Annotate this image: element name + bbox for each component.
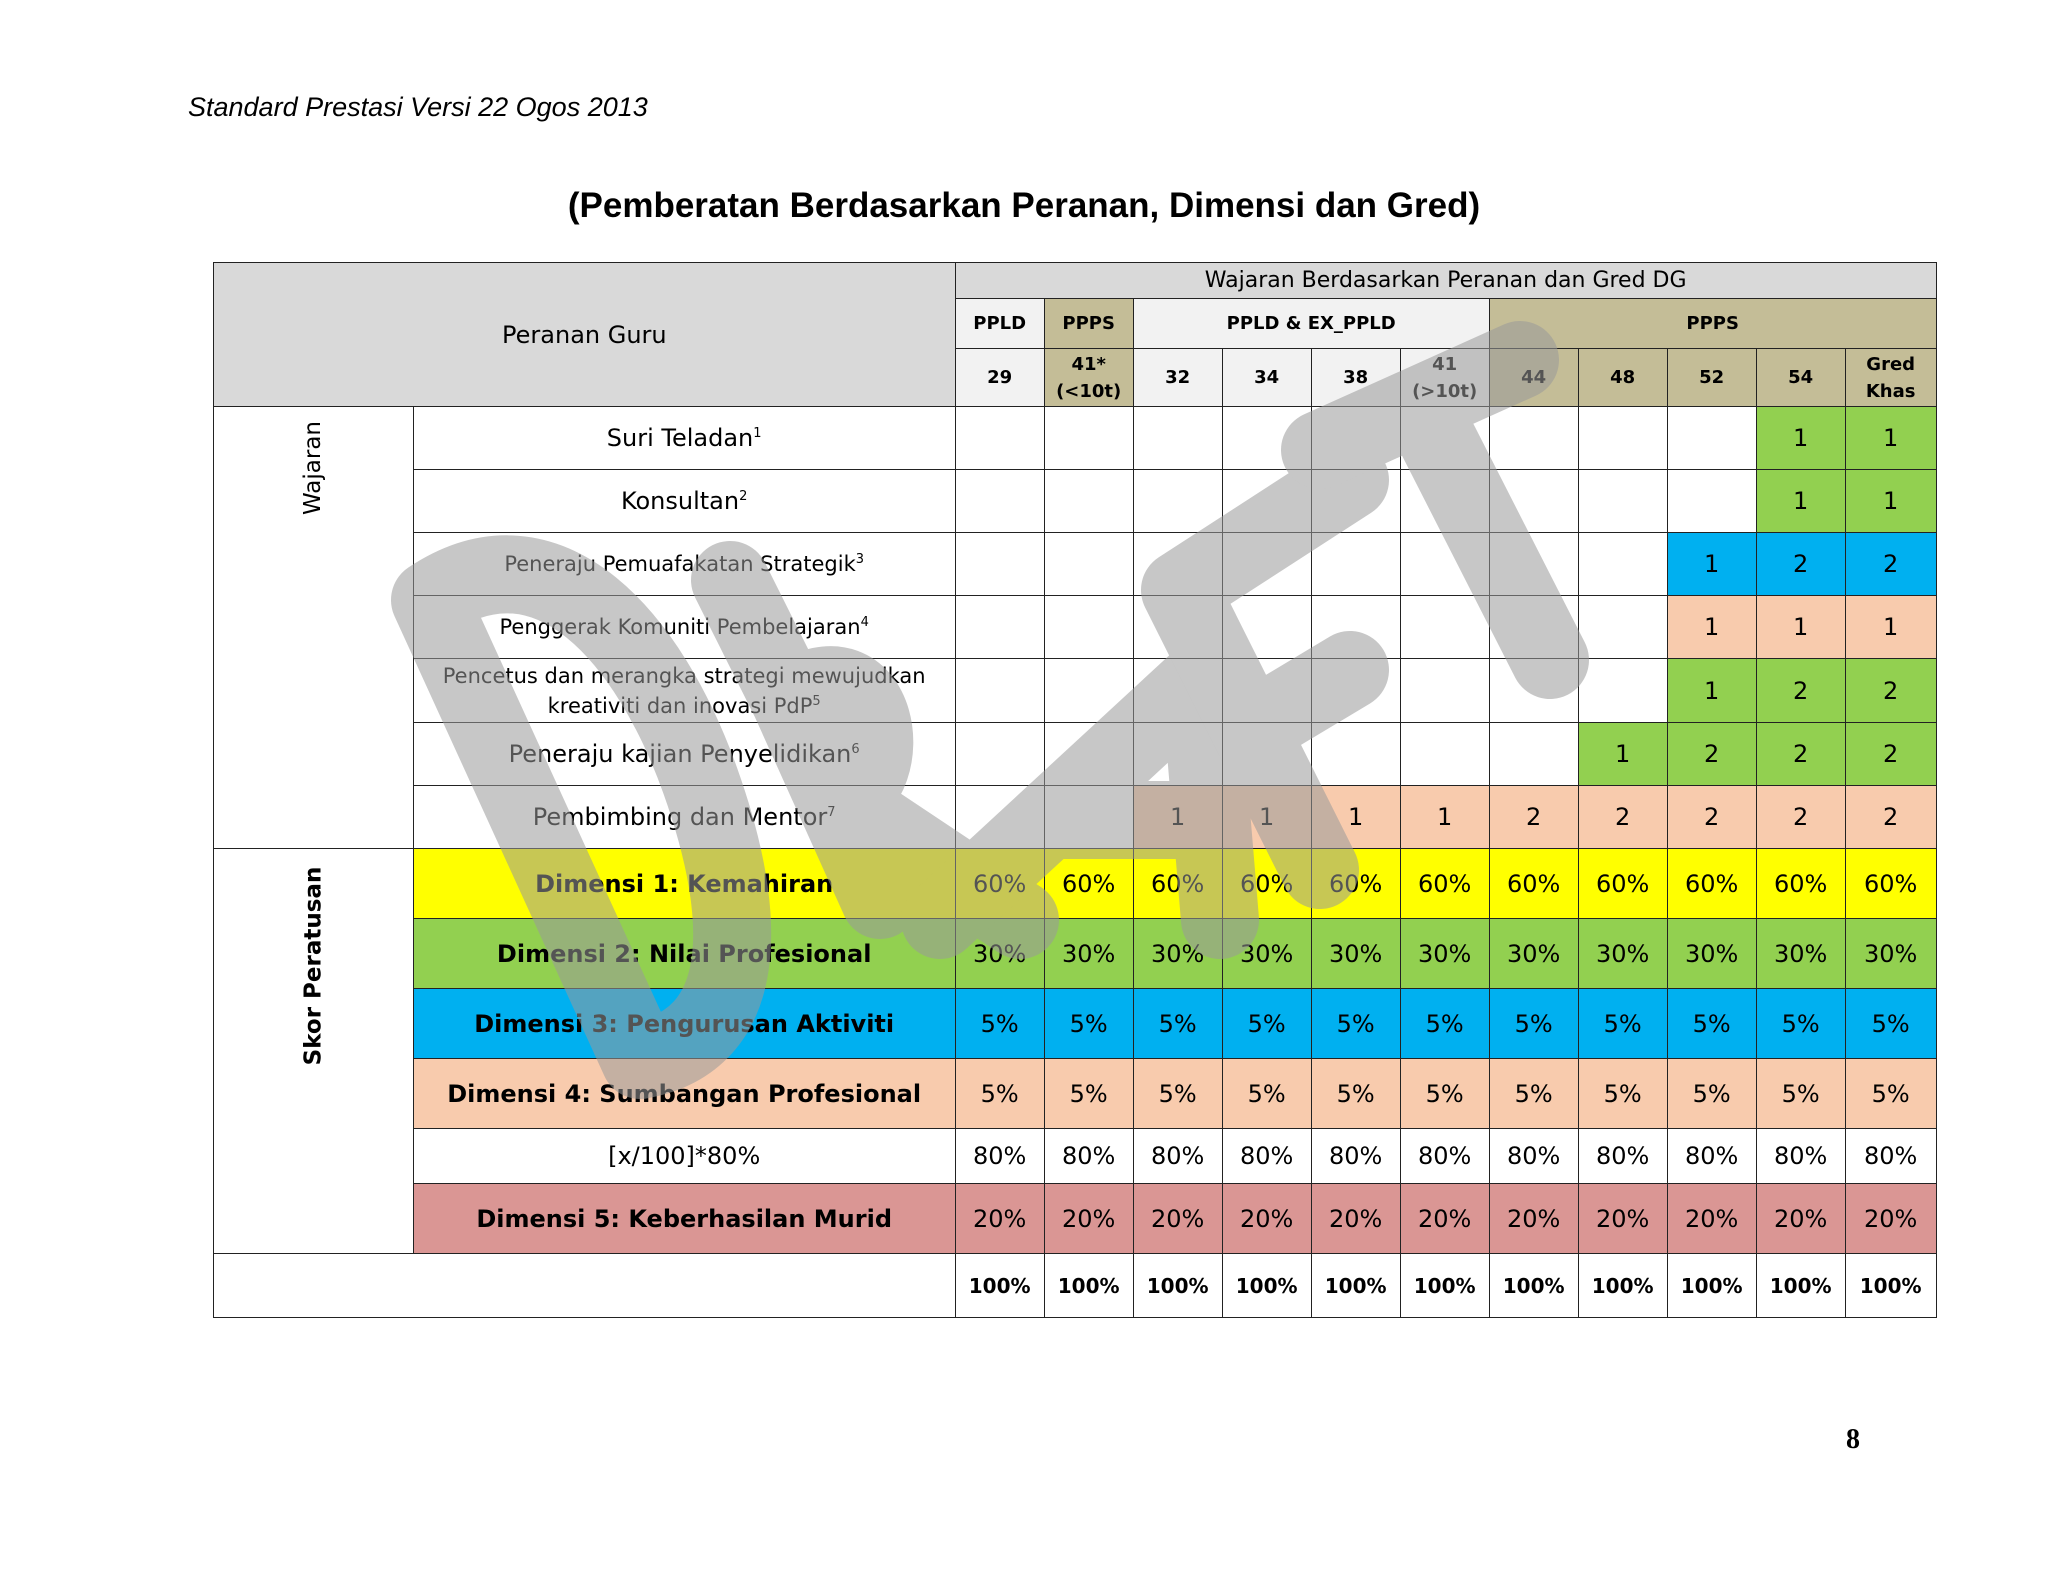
percentage-cell: 30% <box>955 919 1044 989</box>
weight-cell <box>1044 533 1133 596</box>
weight-cell: 1 <box>1756 470 1845 533</box>
document-header: Standard Prestasi Versi 22 Ogos 2013 <box>188 92 648 122</box>
grade-header <box>1222 349 1311 407</box>
dimension-row <box>214 1129 1937 1184</box>
weight-cell: 2 <box>1845 723 1936 786</box>
grade-label: 34 <box>1254 367 1280 388</box>
percentage-cell: 20% <box>1845 1184 1936 1254</box>
weight-cell <box>1044 786 1133 849</box>
percentage-cell: 60% <box>1222 849 1311 919</box>
percentage-cell: 5% <box>1222 1059 1311 1129</box>
weight-cell <box>955 407 1044 470</box>
weight-cell <box>1044 407 1133 470</box>
weight-cell <box>1311 533 1400 596</box>
weight-cell <box>1133 407 1222 470</box>
weight-cell <box>955 786 1044 849</box>
grade-header <box>1311 349 1400 407</box>
weight-cell <box>1044 596 1133 659</box>
weight-cell <box>1133 659 1222 723</box>
percentage-cell: 30% <box>1044 919 1133 989</box>
weight-cell <box>1400 723 1489 786</box>
weight-cell <box>1489 659 1578 723</box>
weight-cell: 2 <box>1667 786 1756 849</box>
grade-header <box>1400 349 1489 407</box>
weight-cell <box>1667 470 1756 533</box>
header-row-top <box>214 263 1937 299</box>
percentage-cell: 20% <box>1222 1184 1311 1254</box>
percentage-cell: 5% <box>955 989 1044 1059</box>
role-row <box>214 533 1937 596</box>
percentage-cell: 20% <box>1756 1184 1845 1254</box>
dimension-row <box>214 989 1937 1059</box>
dimension-label: Dimensi 4: Sumbangan Profesional <box>413 1059 955 1129</box>
weight-cell: 1 <box>1578 723 1667 786</box>
percentage-cell: 5% <box>1400 989 1489 1059</box>
role-label <box>413 470 955 533</box>
role-row <box>214 786 1937 849</box>
section-label-skor <box>214 849 414 1254</box>
total-label-cell <box>214 1254 956 1318</box>
percentage-cell: 5% <box>1311 1059 1400 1129</box>
role-label-text: Pencetus dan merangka strategi mewujudkan kreativiti dan inovasi PdP <box>442 663 926 718</box>
role-label <box>413 407 955 470</box>
percentage-cell: 30% <box>1222 919 1311 989</box>
dimension-label: Dimensi 1: Kemahiran <box>413 849 955 919</box>
weight-cell <box>1222 659 1311 723</box>
dimension-row <box>214 1184 1937 1254</box>
percentage-cell: 20% <box>1489 1184 1578 1254</box>
grade-header <box>1756 349 1845 407</box>
weight-cell: 2 <box>1845 659 1936 723</box>
role-label-text: Konsultan <box>620 487 740 515</box>
weight-cell <box>1222 723 1311 786</box>
percentage-cell: 5% <box>1578 989 1667 1059</box>
footnote-marker: 4 <box>860 615 869 630</box>
total-cell: 100% <box>1311 1254 1400 1318</box>
percentage-cell: 5% <box>1222 989 1311 1059</box>
grade-label: 38 <box>1343 367 1369 388</box>
weight-cell: 1 <box>1845 596 1936 659</box>
weight-cell: 1 <box>1400 786 1489 849</box>
role-row <box>214 470 1937 533</box>
weight-cell: 1 <box>1667 659 1756 723</box>
weight-cell <box>1578 533 1667 596</box>
top-header: Wajaran Berdasarkan Peranan dan Gred DG <box>955 263 1936 299</box>
weight-cell <box>1489 533 1578 596</box>
weight-cell: 1 <box>1222 786 1311 849</box>
role-label-text: Penggerak Komuniti Pembelajaran <box>499 615 861 639</box>
percentage-cell: 80% <box>1044 1129 1133 1184</box>
weighting-table <box>213 262 1937 1318</box>
percentage-cell: 80% <box>1667 1129 1756 1184</box>
weight-cell <box>1133 723 1222 786</box>
group-header: PPPS <box>1489 299 1936 349</box>
weight-cell <box>1133 470 1222 533</box>
page-number: 8 <box>1846 1424 1860 1455</box>
percentage-cell: 5% <box>1133 1059 1222 1129</box>
percentage-cell: 80% <box>1756 1129 1845 1184</box>
percentage-cell: 30% <box>1311 919 1400 989</box>
percentage-cell: 60% <box>1400 849 1489 919</box>
weight-cell <box>955 659 1044 723</box>
weight-cell <box>1222 533 1311 596</box>
percentage-cell: 80% <box>1311 1129 1400 1184</box>
dimension-label: Dimensi 5: Keberhasilan Murid <box>413 1184 955 1254</box>
weight-cell: 2 <box>1756 659 1845 723</box>
role-label <box>413 786 955 849</box>
weight-cell <box>1400 533 1489 596</box>
grade-label: 41 <box>1432 353 1458 375</box>
weight-cell <box>1578 407 1667 470</box>
corner-label: Peranan Guru <box>214 263 956 407</box>
percentage-cell: 60% <box>1133 849 1222 919</box>
weight-cell: 2 <box>1578 786 1667 849</box>
grade-label: 29 <box>987 367 1013 388</box>
page-title: (Pemberatan Berdasarkan Peranan, Dimensi dan Gred) <box>567 186 1481 225</box>
percentage-cell: 5% <box>1667 989 1756 1059</box>
weight-cell <box>1311 723 1400 786</box>
weight-cell <box>1311 659 1400 723</box>
total-cell: 100% <box>1845 1254 1936 1318</box>
percentage-cell: 5% <box>1756 1059 1845 1129</box>
total-cell: 100% <box>1489 1254 1578 1318</box>
weight-cell <box>1311 407 1400 470</box>
role-row <box>214 407 1937 470</box>
weight-cell <box>1400 407 1489 470</box>
total-cell: 100% <box>1667 1254 1756 1318</box>
weight-cell: 1 <box>1845 470 1936 533</box>
percentage-cell: 30% <box>1578 919 1667 989</box>
percentage-cell: 30% <box>1400 919 1489 989</box>
weight-cell <box>1311 470 1400 533</box>
grade-header <box>1578 349 1667 407</box>
grade-label: 41* <box>1071 353 1106 375</box>
grade-header <box>1133 349 1222 407</box>
percentage-cell: 20% <box>1044 1184 1133 1254</box>
percentage-cell: 30% <box>1845 919 1936 989</box>
weight-cell <box>955 596 1044 659</box>
group-header: PPLD & EX_PPLD <box>1133 299 1489 349</box>
weight-cell: 2 <box>1845 533 1936 596</box>
percentage-cell: 5% <box>1311 989 1400 1059</box>
percentage-cell: 20% <box>1400 1184 1489 1254</box>
percentage-cell: 60% <box>1489 849 1578 919</box>
dimension-row <box>214 919 1937 989</box>
percentage-cell: 5% <box>955 1059 1044 1129</box>
weight-cell <box>1133 533 1222 596</box>
percentage-cell: 80% <box>1222 1129 1311 1184</box>
weight-cell <box>1133 596 1222 659</box>
total-cell: 100% <box>1400 1254 1489 1318</box>
grade-header <box>1845 349 1936 407</box>
footnote-marker: 2 <box>739 489 748 504</box>
weight-cell <box>1044 723 1133 786</box>
weight-cell: 2 <box>1845 786 1936 849</box>
percentage-cell: 80% <box>955 1129 1044 1184</box>
weight-cell <box>1044 659 1133 723</box>
grade-label: 54 <box>1788 367 1814 388</box>
weight-cell: 2 <box>1489 786 1578 849</box>
weight-cell: 2 <box>1756 723 1845 786</box>
total-cell: 100% <box>1578 1254 1667 1318</box>
total-cell: 100% <box>1222 1254 1311 1318</box>
weight-cell <box>1489 596 1578 659</box>
role-label <box>413 533 955 596</box>
percentage-cell: 60% <box>1311 849 1400 919</box>
footnote-marker: 5 <box>812 693 821 709</box>
percentage-cell: 20% <box>1311 1184 1400 1254</box>
section-label-text: Wajaran <box>300 421 327 515</box>
percentage-cell: 5% <box>1400 1059 1489 1129</box>
weight-cell: 1 <box>1311 786 1400 849</box>
grade-sublabel: (<10t) <box>1056 380 1122 402</box>
percentage-cell: 30% <box>1667 919 1756 989</box>
weight-cell: 1 <box>1756 407 1845 470</box>
weight-cell: 1 <box>1845 407 1936 470</box>
weight-cell <box>1578 659 1667 723</box>
percentage-cell: 20% <box>1578 1184 1667 1254</box>
percentage-cell: 5% <box>1756 989 1845 1059</box>
percentage-cell: 20% <box>1667 1184 1756 1254</box>
dimension-label: Dimensi 2: Nilai Profesional <box>413 919 955 989</box>
grade-header <box>1489 349 1578 407</box>
weight-cell <box>1400 659 1489 723</box>
weight-cell <box>1222 596 1311 659</box>
percentage-cell: 60% <box>1756 849 1845 919</box>
weight-cell <box>1667 407 1756 470</box>
role-label <box>413 596 955 659</box>
percentage-cell: 5% <box>1845 989 1936 1059</box>
percentage-cell: 20% <box>1133 1184 1222 1254</box>
grade-label: 44 <box>1521 367 1547 388</box>
percentage-cell: 5% <box>1044 1059 1133 1129</box>
weight-cell <box>1222 407 1311 470</box>
percentage-cell: 80% <box>1400 1129 1489 1184</box>
percentage-cell: 20% <box>955 1184 1044 1254</box>
percentage-cell: 80% <box>1489 1129 1578 1184</box>
total-row <box>214 1254 1937 1318</box>
total-cell: 100% <box>1044 1254 1133 1318</box>
grade-header <box>1044 349 1133 407</box>
weight-cell <box>1578 596 1667 659</box>
weight-cell: 1 <box>1667 533 1756 596</box>
role-row <box>214 659 1937 723</box>
weight-cell <box>1400 470 1489 533</box>
grade-header <box>1667 349 1756 407</box>
dimension-label: [x/100]*80% <box>413 1129 955 1184</box>
grade-header <box>955 349 1044 407</box>
weight-cell <box>1044 470 1133 533</box>
weight-cell <box>955 723 1044 786</box>
weight-cell <box>1222 470 1311 533</box>
percentage-cell: 80% <box>1845 1129 1936 1184</box>
percentage-cell: 5% <box>1845 1059 1936 1129</box>
footnote-marker: 1 <box>753 426 762 441</box>
weight-cell <box>1311 596 1400 659</box>
section-label-text: Skor Peratusan <box>300 866 327 1066</box>
percentage-cell: 60% <box>1845 849 1936 919</box>
grade-label: 32 <box>1165 367 1191 388</box>
percentage-cell: 5% <box>1489 989 1578 1059</box>
role-label-text: Pembimbing dan Mentor <box>532 803 828 831</box>
weight-cell <box>1400 596 1489 659</box>
footnote-marker: 7 <box>827 805 836 820</box>
weight-cell: 2 <box>1667 723 1756 786</box>
percentage-cell: 5% <box>1489 1059 1578 1129</box>
section-label-wajaran <box>214 407 414 849</box>
percentage-cell: 5% <box>1133 989 1222 1059</box>
group-header: PPPS <box>1044 299 1133 349</box>
weight-cell <box>1578 470 1667 533</box>
percentage-cell: 60% <box>1578 849 1667 919</box>
weight-cell: 2 <box>1756 533 1845 596</box>
weight-cell: 1 <box>1133 786 1222 849</box>
weight-cell <box>1489 723 1578 786</box>
grade-sublabel: Khas <box>1865 380 1916 402</box>
percentage-cell: 5% <box>1667 1059 1756 1129</box>
percentage-cell: 80% <box>1578 1129 1667 1184</box>
role-label-text: Peneraju kajian Penyelidikan <box>508 740 852 768</box>
weight-cell <box>955 470 1044 533</box>
weight-cell: 2 <box>1756 786 1845 849</box>
percentage-cell: 60% <box>955 849 1044 919</box>
grade-label: Gred <box>1866 353 1916 375</box>
role-row <box>214 723 1937 786</box>
role-label <box>413 723 955 786</box>
percentage-cell: 30% <box>1756 919 1845 989</box>
grade-sublabel: (>10t) <box>1412 380 1478 402</box>
role-label-text: Suri Teladan <box>606 424 754 452</box>
grade-label: 48 <box>1610 367 1636 388</box>
role-label <box>413 659 955 723</box>
dimension-row <box>214 1059 1937 1129</box>
dimension-row <box>214 849 1937 919</box>
percentage-cell: 5% <box>1044 989 1133 1059</box>
total-cell: 100% <box>1756 1254 1845 1318</box>
percentage-cell: 60% <box>1667 849 1756 919</box>
weight-cell <box>1489 407 1578 470</box>
grade-label: 52 <box>1699 367 1725 388</box>
percentage-cell: 5% <box>1578 1059 1667 1129</box>
weight-cell: 1 <box>1756 596 1845 659</box>
total-cell: 100% <box>955 1254 1044 1318</box>
role-label-text: Peneraju Pemuafakatan Strategik <box>504 552 856 576</box>
percentage-cell: 60% <box>1044 849 1133 919</box>
percentage-cell: 80% <box>1133 1129 1222 1184</box>
percentage-cell: 30% <box>1489 919 1578 989</box>
footnote-marker: 6 <box>851 742 860 757</box>
role-row <box>214 596 1937 659</box>
weight-cell <box>1489 470 1578 533</box>
percentage-cell: 30% <box>1133 919 1222 989</box>
group-header: PPLD <box>955 299 1044 349</box>
dimension-label: Dimensi 3: Pengurusan Aktiviti <box>413 989 955 1059</box>
weight-cell <box>955 533 1044 596</box>
total-cell: 100% <box>1133 1254 1222 1318</box>
footnote-marker: 3 <box>855 552 865 567</box>
weight-cell: 1 <box>1667 596 1756 659</box>
